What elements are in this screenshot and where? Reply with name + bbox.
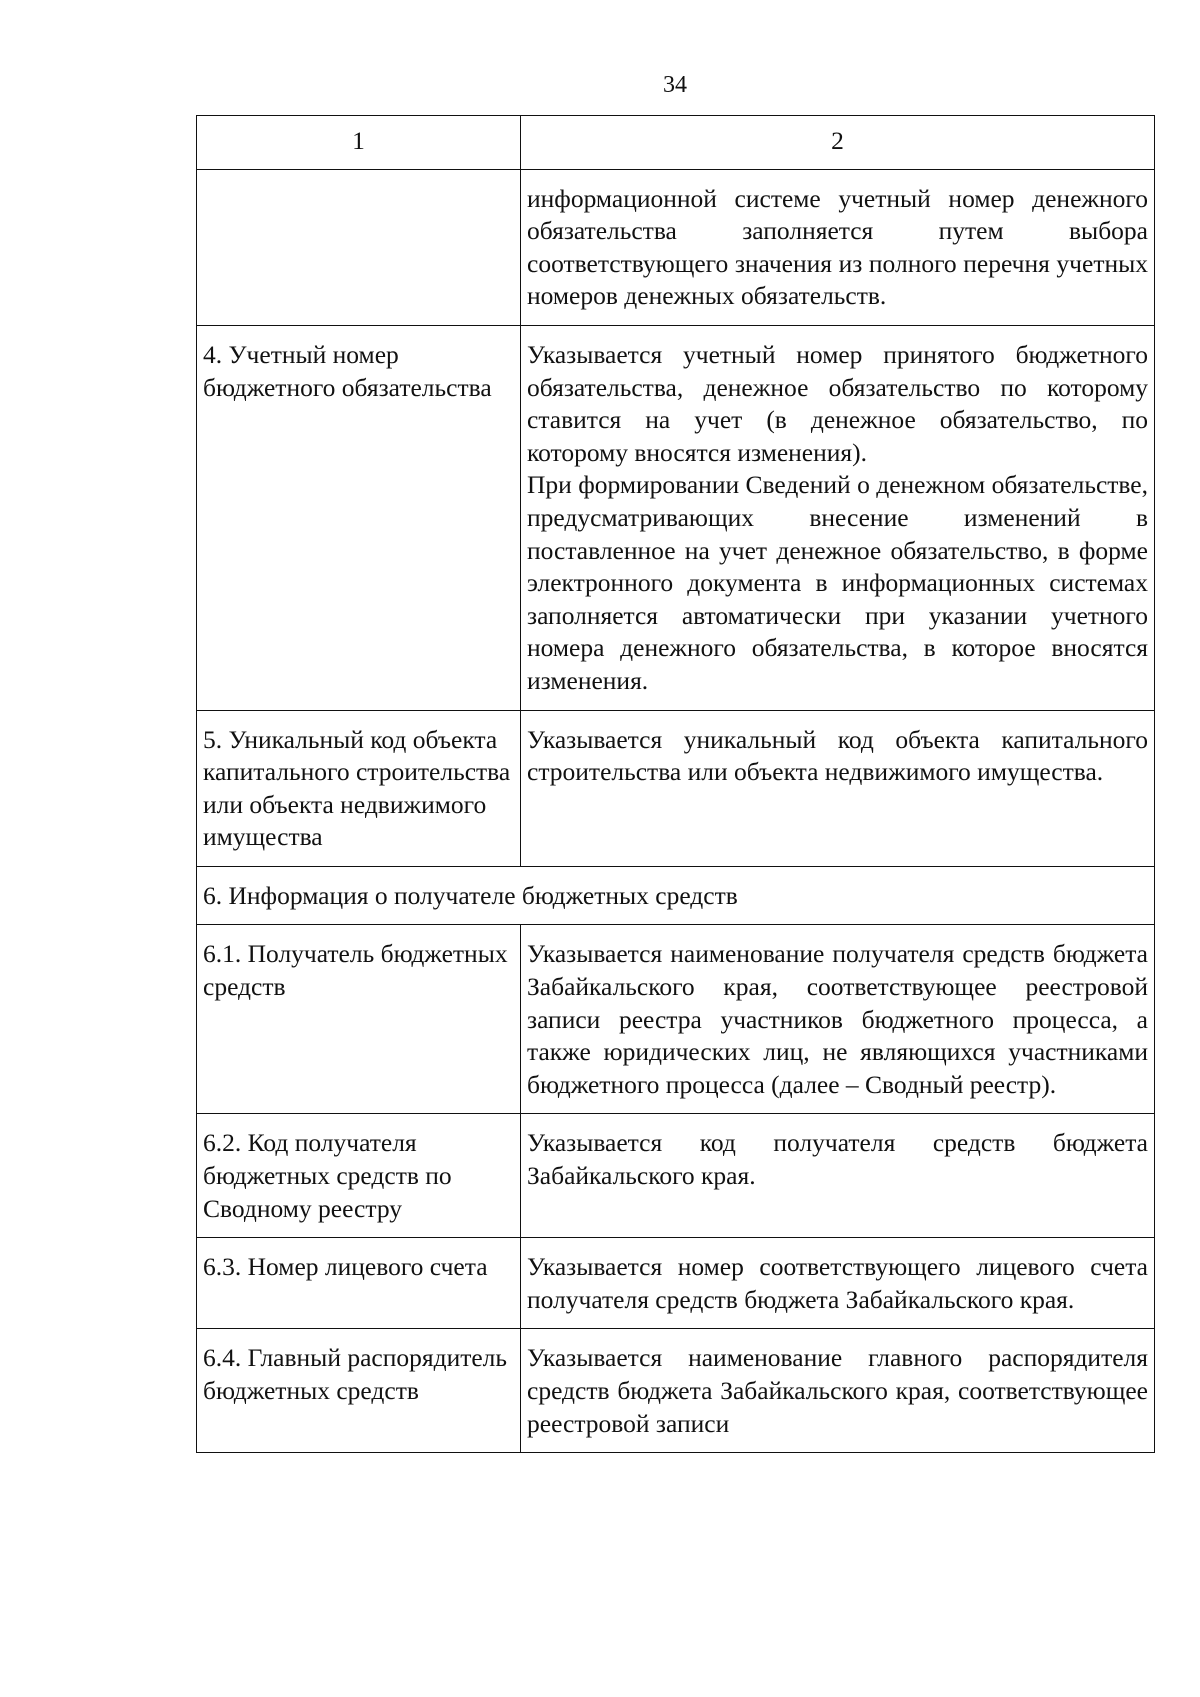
row-description (521, 710, 1155, 866)
row-label: 5. Уникальный код объекта капитального строительства или объекта недвижимого имущества (197, 710, 521, 866)
row-paragraph: Указывается наименование главного распорядителя средств бюджета Забайкальского края, соответствующее реестровой записи (527, 1343, 1148, 1438)
row-description (521, 925, 1155, 1114)
table-row (197, 1238, 1155, 1329)
row-paragraph: Указывается код получателя средств бюджета Забайкальского края. (527, 1128, 1148, 1191)
section-heading: 6. Информация о получателе бюджетных средств (197, 866, 1155, 925)
row-paragraph: Указывается учетный номер принятого бюджетного обязательства, денежное обязательство по которому ставится на учет (в денежное обязательство, по которому вносятся изменения). (527, 339, 1148, 467)
row-description (521, 169, 1155, 325)
row-description (521, 325, 1155, 710)
row-label: 6.1. Получатель бюджетных средств (197, 925, 521, 1114)
header-col-1: 1 (197, 116, 521, 170)
table-header-row (197, 116, 1155, 170)
row-description (521, 1114, 1155, 1238)
row-paragraph: Указывается наименование получателя средств бюджета Забайкальского края, соответствующее реестровой записи реестра участников бюджетного процесса, а также юридических лиц, не являющихся участниками бюджетного процесса (далее – Сводный реестр). (527, 939, 1148, 1099)
table-row (197, 1114, 1155, 1238)
header-col-2: 2 (521, 116, 1155, 170)
row-paragraph: При формировании Сведений о денежном обязательстве, предусматривающих внесение изменений в поставленное на учет денежное обязательство, в форме электронного документа в информационных системах заполняется автоматически при указании учетного номера денежного обязательства, в которое вносятся изменения. (527, 470, 1148, 695)
table-row (197, 169, 1155, 325)
table-row (197, 710, 1155, 866)
row-paragraph: Указывается номер соответствующего лицевого счета получателя средств бюджета Забайкальского края. (527, 1252, 1148, 1314)
document-table (196, 115, 1155, 1453)
row-label: 6.3. Номер лицевого счета (197, 1238, 521, 1329)
row-label (197, 169, 521, 325)
row-description (521, 1329, 1155, 1453)
row-label: 6.2. Код получателя бюджетных средств по Сводному реестру (197, 1114, 521, 1238)
row-label: 6.4. Главный распорядитель бюджетных средств (197, 1329, 521, 1453)
row-description (521, 1238, 1155, 1329)
table-row (197, 925, 1155, 1114)
row-label: 4. Учетный номер бюджетного обязательства (197, 325, 521, 710)
row-paragraph: Указывается уникальный код объекта капитального строительства или объекта недвижимого имущества. (527, 724, 1148, 787)
row-paragraph: информационной системе учетный номер денежного обязательства заполняется путем выбора соответствующего значения из полного перечня учетных номеров денежных обязательств. (527, 183, 1148, 311)
table-row (197, 325, 1155, 710)
section-row (197, 866, 1155, 925)
table-row (197, 1329, 1155, 1453)
page-number: 34 (663, 72, 687, 98)
